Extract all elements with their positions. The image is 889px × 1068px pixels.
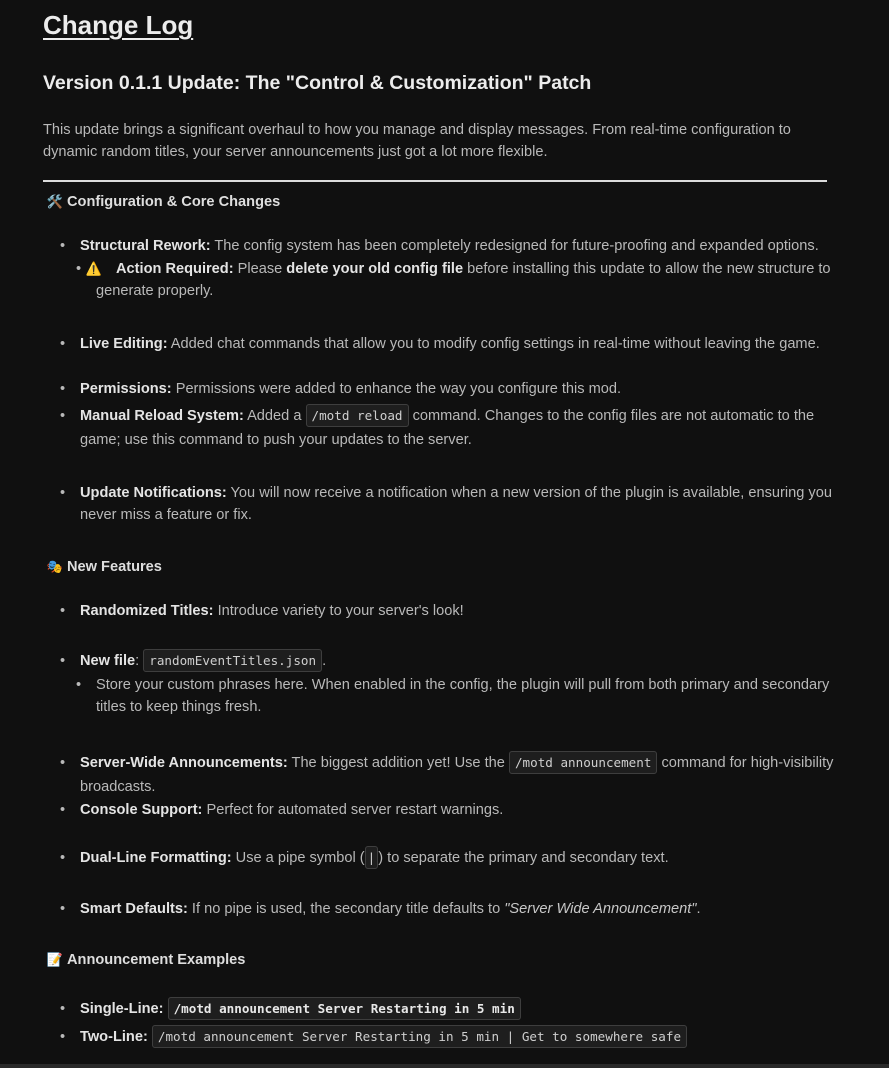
page-title: Change Log — [43, 10, 194, 40]
list-item-console-support: • Console Support: Perfect for automated server restart warnings. — [60, 802, 504, 818]
list-item-action-required: • ⚠️ Action Required: Please delete your old config file before installing this update to allow the new structure to generate properly. — [76, 258, 851, 302]
list-item-structural-rework: • Structural Rework: The config system has been completely redesigned for future-proofing and expanded options. — [60, 238, 819, 254]
list-item-store-phrases: • Store your custom phrases here. When enabled in the config, the plugin will pull from both primary and secondary titles to keep things fresh. — [76, 677, 830, 715]
list-item-manual-reload: • Manual Reload System: Added a /motd reload command. Changes to the config files are not automatic to the game; use this command to push your updates to the server. — [60, 404, 850, 452]
code-two-line-example: /motd announcement Server Restarting in 5 min | Get to somewhere safe — [152, 1025, 687, 1048]
section-heading-examples: 📝 Announcement Examples — [46, 949, 245, 971]
code-motd-reload: /motd reload — [306, 404, 409, 427]
list-item-new-file: • New file: randomEventTitles.json . — [60, 650, 834, 672]
code-single-line-example: /motd announcement Server Restarting in 5 min — [168, 997, 521, 1020]
list-item-smart-defaults: • Smart Defaults: If no pipe is used, the secondary title defaults to "Server Wide Announcement". — [60, 901, 701, 917]
warning-icon: ⚠️ — [85, 261, 103, 276]
section-heading-config: 🛠️ Configuration & Core Changes — [46, 191, 280, 213]
section-heading-features: 🎭 New Features — [46, 556, 162, 578]
code-pipe-symbol: | — [365, 846, 379, 869]
version-heading: Version 0.1.1 Update: The "Control & Customization" Patch — [43, 72, 592, 94]
list-item-permissions: • Permissions: Permissions were added to enhance the way you configure this mod. — [60, 381, 622, 397]
list-item-live-editing: • Live Editing: Added chat commands that allow you to modify config settings in real-time without leaving the game. — [60, 336, 820, 352]
list-item-two-line: • Two-Line: /motd announcement Server Restarting in 5 min | Get to somewhere safe — [60, 1026, 834, 1048]
list-item-dual-line-formatting: • Dual-Line Formatting: Use a pipe symbol ( | ) to separate the primary and secondary text. — [60, 847, 834, 869]
list-item-single-line: • Single-Line: /motd announcement Server Restarting in 5 min — [60, 998, 834, 1020]
memo-icon: 📝 — [46, 952, 64, 967]
horizontal-rule — [43, 180, 827, 182]
code-motd-announcement: /motd announcement — [509, 751, 657, 774]
list-item-update-notifications: • Update Notifications: You will now receive a notification when a new version of the plugin is available, ensuring you never miss a feature or fix. — [60, 485, 832, 523]
code-random-event-titles: randomEventTitles.json — [143, 649, 322, 672]
intro-paragraph: This update brings a significant overhaul to how you manage and display messages. From real-time configuration to dynamic random titles, your server announcements just got a lot more flexible. — [43, 122, 791, 160]
performing-arts-icon: 🎭 — [46, 559, 64, 574]
hammer-and-wrench-icon: 🛠️ — [46, 194, 64, 209]
bottom-border — [0, 1064, 889, 1068]
list-item-server-wide-announcements: • Server-Wide Announcements: The biggest addition yet! Use the /motd announcement command for high-visibility broadcasts. — [60, 751, 850, 799]
list-item-randomized-titles: • Randomized Titles: Introduce variety to your server's look! — [60, 603, 464, 619]
